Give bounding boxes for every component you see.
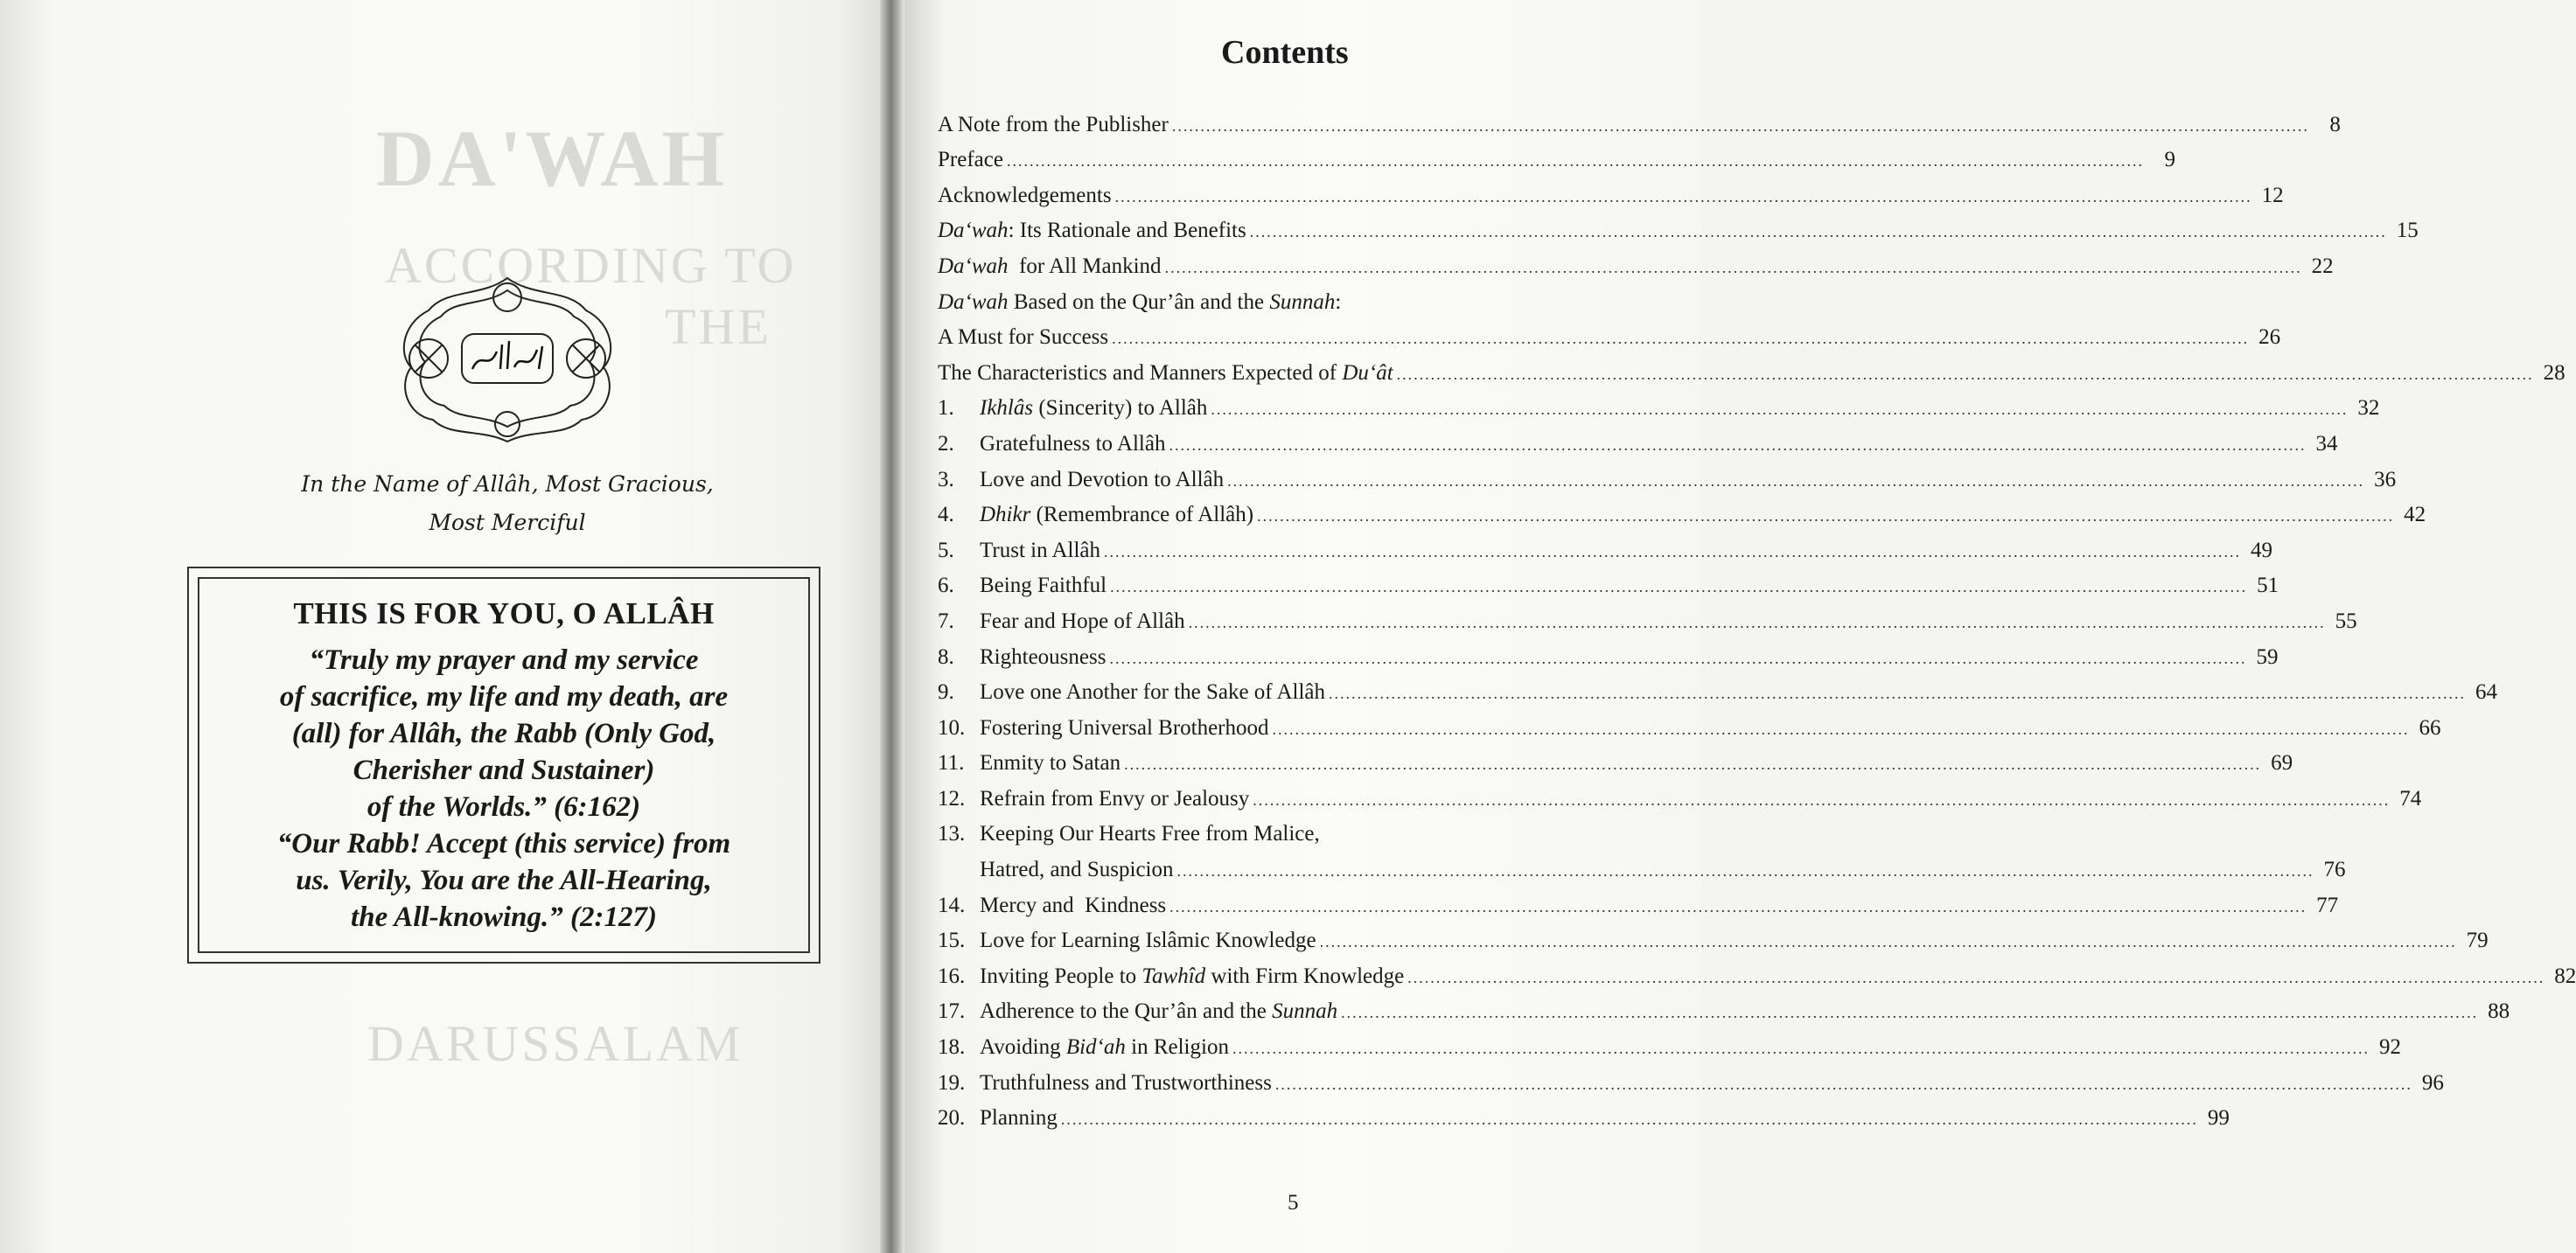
toc-entry xyxy=(938,315,2281,351)
dedication-line: “Truly my prayer and my service xyxy=(309,644,699,676)
toc-entry-page: 26 xyxy=(2258,325,2281,350)
toc-entry-number: 13. xyxy=(938,822,966,846)
dedication-line: us. Verily, You are the All-Hearing, xyxy=(296,865,712,896)
toc-entry-page: 49 xyxy=(2251,538,2273,562)
toc-entry-italic-term: Tawhîd xyxy=(1141,964,1206,988)
toc-entry-page: 32 xyxy=(2357,396,2380,421)
toc-leader-dots: ........................................................................................................................................................................................................ xyxy=(1257,507,2395,526)
toc-entry-label xyxy=(980,396,1207,421)
toc-entry-label xyxy=(980,609,1185,634)
toc-entry-number: 4. xyxy=(938,503,954,527)
toc-entry xyxy=(938,421,2338,456)
toc-entry-italic-term: Sunnah xyxy=(1269,289,1336,314)
toc-leader-dots: ........................................................................................................................................................................................................ xyxy=(1341,1004,2479,1022)
toc-entry-text: Adherence to the Qur’ân and the xyxy=(980,999,1273,1024)
toc-entry-text: Love for Learning Islâmic Knowledge xyxy=(980,929,1316,953)
toc-entry-number: 19. xyxy=(938,1070,966,1095)
toc-entry-number: 15. xyxy=(938,929,966,953)
toc-entry-text: Being Faithful xyxy=(980,574,1107,598)
toc-entry xyxy=(938,705,2441,741)
toc-entry-italic-term: Da‘wah xyxy=(938,289,1009,314)
dedication-line: of sacrifice, my life and my death, are xyxy=(279,681,729,713)
toc-entry-italic-term: Dhikr xyxy=(980,503,1031,527)
toc-entry xyxy=(938,172,2284,208)
toc-entry-italic-term: Ikhlâs xyxy=(980,396,1034,421)
toc-entry xyxy=(938,918,2489,954)
toc-entry-page: 77 xyxy=(2316,893,2339,917)
toc-entry xyxy=(938,741,2293,776)
toc-entry xyxy=(938,811,1602,847)
toc-entry-page: 51 xyxy=(2257,574,2279,598)
toc-entry-label xyxy=(938,858,1173,882)
toc-entry-label xyxy=(980,751,1120,776)
toc-entry-label xyxy=(938,148,1003,172)
toc-entry-label xyxy=(980,929,1316,953)
toc-entry-number: 7. xyxy=(938,609,954,633)
toc-entry-label xyxy=(980,894,1166,918)
toc-leader-dots: ........................................................................................................................................................................................................ xyxy=(1006,152,2144,171)
toc-entry-text: Truthfulness and Trustworthiness xyxy=(980,1070,1272,1095)
toc-entry-label xyxy=(980,645,1106,670)
toc-entry-page: 74 xyxy=(2399,786,2422,811)
toc-entry-text: Inviting People to xyxy=(980,964,1142,988)
toc-leader-dots: ........................................................................................................................................................................................................ xyxy=(1110,578,2248,596)
toc-entry-page: 66 xyxy=(2419,715,2441,740)
toc-entry-text: Refrain from Envy or Jealousy xyxy=(980,786,1250,811)
toc-entry-text: in Religion xyxy=(1125,1035,1229,1060)
toc-entry-page: 82 xyxy=(2554,964,2576,988)
toc-entry-page: 36 xyxy=(2374,467,2397,491)
toc-entry-label xyxy=(980,1106,1058,1131)
toc-leader-dots: ........................................................................................................................................................................................................ xyxy=(1188,613,2326,631)
toc-entry xyxy=(938,279,1602,315)
toc-entry-number: 6. xyxy=(938,574,954,598)
toc-leader-dots: ........................................................................................................................................................................................................ xyxy=(1104,542,2242,560)
toc-entry xyxy=(938,563,2279,599)
toc-entry-label xyxy=(938,113,1169,137)
contents-title: Contents xyxy=(1221,34,1349,71)
toc-entry-italic-term: Sunnah xyxy=(1272,999,1338,1024)
toc-entry-text: Avoiding xyxy=(980,1035,1066,1060)
toc-entry-page: 88 xyxy=(2488,999,2510,1024)
toc-entry-page: 34 xyxy=(2315,431,2338,456)
toc-entry-page: 55 xyxy=(2335,609,2357,633)
toc-entry-text: Righteousness xyxy=(980,644,1106,669)
toc-entry-number: 1. xyxy=(938,396,954,421)
toc-entry xyxy=(938,101,2341,137)
toc-entry-text: (Sincerity) to Allâh xyxy=(1033,396,1208,421)
dedication-line: Cherisher and Sustainer) xyxy=(353,755,655,786)
toc-entry xyxy=(938,598,2357,634)
toc-entry-text: Love and Devotion to Allâh xyxy=(980,467,1225,491)
toc-entry-label xyxy=(980,822,1320,846)
toc-entry-label xyxy=(980,999,1337,1024)
book-gutter xyxy=(880,0,904,1253)
dedication-title: THIS IS FOR YOU, O ALLÂH xyxy=(293,596,715,630)
toc-entry-text: A Must for Success xyxy=(938,325,1109,350)
toc-entry-text: Gratefulness to Allâh xyxy=(980,431,1166,456)
toc-leader-dots: ........................................................................................................................................................................................................ xyxy=(1253,790,2391,809)
toc-leader-dots: ........................................................................................................................................................................................................ xyxy=(1232,1040,2370,1058)
toc-entry-text: Preface xyxy=(938,148,1003,172)
toc-leader-dots: ........................................................................................................................................................................................................ xyxy=(1109,649,2247,667)
toc-entry-label xyxy=(938,219,1246,243)
toc-leader-dots: ........................................................................................................................................................................................................ xyxy=(1329,685,2467,703)
toc-entry-number: 18. xyxy=(938,1035,966,1060)
toc-entry-page: 99 xyxy=(2207,1106,2230,1131)
toc-entry xyxy=(938,776,2422,811)
toc-entry-text: Trust in Allâh xyxy=(980,538,1101,562)
toc-entry xyxy=(938,1096,2230,1131)
bleed-through-text: DARUSSALAM xyxy=(367,1015,743,1072)
toc-entry-label xyxy=(938,325,1108,350)
toc-leader-dots: ........................................................................................................................................................................................................ xyxy=(1249,223,2387,241)
dedication-box xyxy=(187,567,820,964)
toc-entry-text: : xyxy=(1335,289,1342,314)
dedication-line: (all) for Allâh, the Rabb (Only God, xyxy=(291,718,716,749)
toc-entry-italic-term: Da‘wah xyxy=(938,254,1009,278)
toc-entry-label xyxy=(980,468,1224,492)
toc-entry-label xyxy=(980,503,1253,527)
toc-leader-dots: ........................................................................................................................................................................................................ xyxy=(1060,1110,2198,1129)
toc-entry-italic-term: Bid‘ah xyxy=(1065,1035,1126,1060)
toc-leader-dots: ........................................................................................................................................................................................................ xyxy=(1319,933,2457,951)
toc-entry-text: A Note from the Publisher xyxy=(938,112,1169,136)
toc-entry-label xyxy=(980,680,1325,705)
toc-entry-text: Hatred, and Suspicion xyxy=(980,858,1174,882)
toc-entry-number: 9. xyxy=(938,680,954,705)
toc-entry xyxy=(938,243,2334,279)
toc-entry-page: 96 xyxy=(2421,1070,2444,1095)
toc-entry-page: 64 xyxy=(2475,680,2498,705)
toc-entry-number: 14. xyxy=(938,893,966,917)
basmala-caption xyxy=(210,465,805,542)
toc-entry xyxy=(938,492,2426,528)
toc-entry-italic-term: Da‘wah xyxy=(938,219,1009,243)
toc-leader-dots: ........................................................................................................................................................................................................ xyxy=(1396,365,2534,383)
toc-entry-label xyxy=(938,361,1393,386)
basmala-ornament-icon xyxy=(394,271,621,446)
toc-entry xyxy=(938,208,2419,244)
toc-entry-number: 16. xyxy=(938,964,966,988)
toc-entry-number: 10. xyxy=(938,715,966,740)
dedication-text xyxy=(199,642,808,936)
toc-entry-number: 12. xyxy=(938,786,966,811)
toc-entry-number: 17. xyxy=(938,999,966,1024)
toc-entry-label xyxy=(980,716,1269,741)
toc-entry-text: Based on the Qur’ân and the xyxy=(1008,289,1270,314)
toc-entry-text: Planning xyxy=(980,1106,1058,1131)
toc-entry-number: 8. xyxy=(938,644,954,669)
toc-entry-label xyxy=(980,574,1106,598)
toc-leader-dots: ........................................................................................................................................................................................................ xyxy=(1176,862,2314,881)
toc-entry-label xyxy=(980,964,1404,989)
toc-entry-page: 12 xyxy=(2261,183,2284,207)
toc-entry-text: Mercy and Kindness xyxy=(980,893,1167,917)
toc-leader-dots: ........................................................................................................................................................................................................ xyxy=(1112,330,2250,348)
table-of-contents xyxy=(938,101,2576,1131)
basmala-line: In the Name of Allâh, Most Gracious, xyxy=(301,471,714,497)
toc-entry-text: The Characteristics and Manners Expected of xyxy=(938,360,1343,385)
toc-leader-dots: ........................................................................................................................................................................................................ xyxy=(1114,187,2252,205)
toc-entry-number: 11. xyxy=(938,751,965,776)
toc-entry xyxy=(938,350,2566,386)
toc-entry xyxy=(938,527,2273,563)
dedication-line: “Our Rabb! Accept (this service) from xyxy=(276,828,731,860)
toc-leader-dots: ........................................................................................................................................................................................................ xyxy=(1227,471,2365,490)
toc-leader-dots: ........................................................................................................................................................................................................ xyxy=(1124,755,2262,774)
toc-entry-page: 79 xyxy=(2466,929,2489,953)
toc-entry-page: 69 xyxy=(2271,751,2293,776)
toc-entry-text: for All Mankind xyxy=(1008,254,1162,278)
toc-entry-text: Love one Another for the Sake of Allâh xyxy=(980,680,1326,705)
toc-entry-label xyxy=(938,290,1341,315)
toc-entry xyxy=(938,1060,2444,1096)
toc-entry-number: 2. xyxy=(938,431,954,456)
toc-entry-page: 28 xyxy=(2543,360,2566,385)
toc-entry-text: Fostering Universal Brotherhood xyxy=(980,715,1269,740)
toc-entry xyxy=(938,137,2175,173)
bleed-through-text: DA'WAH xyxy=(376,114,729,203)
toc-entry-label xyxy=(938,254,1162,279)
dedication-line: of the Worlds.” (6:162) xyxy=(367,791,641,823)
toc-entry xyxy=(938,882,2339,918)
dedication-inner-frame xyxy=(198,577,810,953)
toc-entry xyxy=(938,953,2576,989)
toc-entry xyxy=(938,1024,2401,1060)
toc-entry-label xyxy=(980,787,1249,811)
toc-entry-text: Keeping Our Hearts Free from Malice, xyxy=(980,822,1320,846)
toc-leader-dots: ........................................................................................................................................................................................................ xyxy=(1211,400,2349,419)
toc-entry xyxy=(938,456,2397,492)
toc-leader-dots: ........................................................................................................................................................................................................ xyxy=(1169,897,2307,915)
toc-leader-dots: ........................................................................................................................................................................................................ xyxy=(1407,968,2545,986)
toc-entry-page: 22 xyxy=(2311,254,2334,278)
toc-entry-page: 92 xyxy=(2378,1035,2401,1060)
toc-entry xyxy=(938,386,2380,421)
toc-leader-dots: ........................................................................................................................................................................................................ xyxy=(1272,720,2410,738)
toc-leader-dots: ........................................................................................................................................................................................................ xyxy=(1171,116,2309,135)
toc-entry-page: 15 xyxy=(2396,219,2419,243)
toc-entry-text: Acknowledgements xyxy=(938,183,1112,207)
toc-entry xyxy=(938,846,2346,882)
dedication-line: the All-knowing.” (2:127) xyxy=(351,901,657,933)
toc-entry-text: (Remembrance of Allâh) xyxy=(1030,503,1254,527)
toc-entry-page: 59 xyxy=(2256,644,2279,669)
basmala-line: Most Merciful xyxy=(429,510,586,535)
toc-entry-page: 76 xyxy=(2323,858,2346,882)
toc-entry-number: 5. xyxy=(938,538,954,562)
toc-entry-page: 8 xyxy=(2329,112,2341,136)
toc-entry-text: Fear and Hope of Allâh xyxy=(980,609,1185,633)
toc-entry xyxy=(938,670,2498,706)
toc-entry xyxy=(938,634,2279,670)
toc-leader-dots: ........................................................................................................................................................................................................ xyxy=(1274,1075,2412,1093)
toc-entry-page: 9 xyxy=(2164,148,2175,172)
toc-entry-label xyxy=(980,539,1100,563)
left-page xyxy=(0,0,892,1253)
toc-entry-label xyxy=(938,184,1112,208)
toc-entry-text: with Firm Knowledge xyxy=(1205,964,1405,988)
page-number: 5 xyxy=(1288,1191,1299,1215)
toc-entry-page: 42 xyxy=(2404,503,2426,527)
bleed-through-text: THE xyxy=(665,298,771,355)
toc-entry xyxy=(938,989,2510,1025)
toc-entry-label xyxy=(980,432,1165,456)
toc-entry-text: : Its Rationale and Benefits xyxy=(1008,219,1246,243)
toc-leader-dots: ........................................................................................................................................................................................................ xyxy=(1169,435,2307,454)
bleed-through-text: ACCORDING TO xyxy=(385,237,797,294)
toc-leader-dots: ........................................................................................................................................................................................................ xyxy=(1164,258,2302,276)
toc-entry-number: 3. xyxy=(938,467,954,491)
toc-entry-italic-term: Du‘ât xyxy=(1342,360,1393,385)
toc-entry-label xyxy=(980,1035,1229,1060)
toc-entry-text: Enmity to Satan xyxy=(980,751,1121,776)
toc-entry-number: 20. xyxy=(938,1106,966,1131)
toc-entry-label xyxy=(980,1071,1272,1096)
